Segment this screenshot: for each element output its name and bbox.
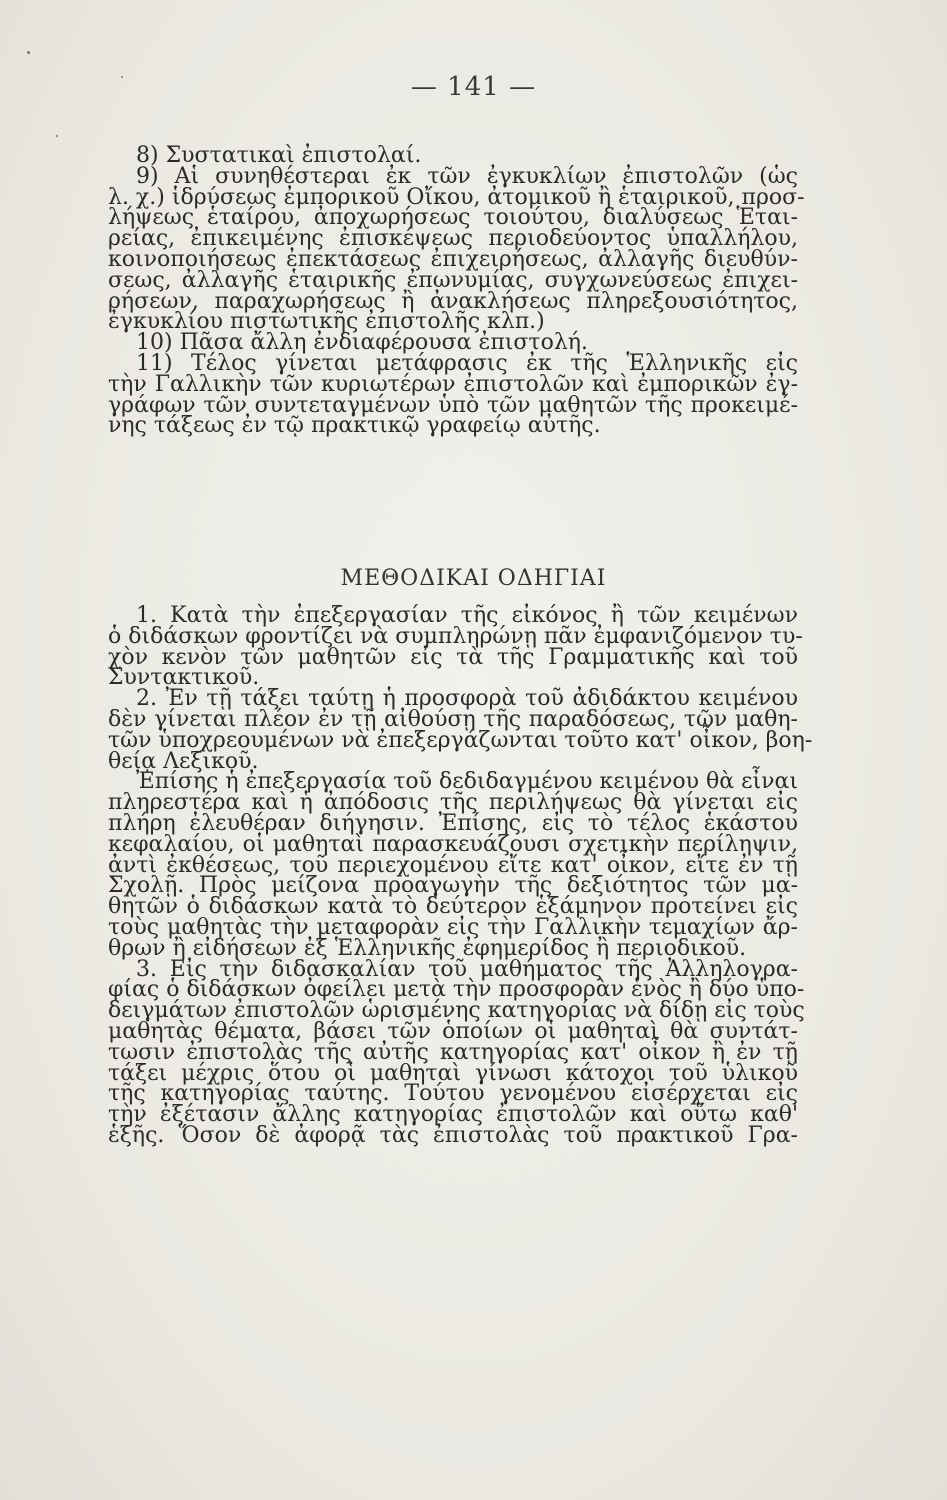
text-line: πληρεστέρα καὶ ἡ ἀπόδοσις τῆς περιλήψεως θὰ γίνεται εἰς <box>108 790 798 816</box>
text-line: 9) Αἱ συνηθέστεραι ἐκ τῶν ἐγκυκλίων ἐπιστολῶν (ὡς <box>136 163 798 189</box>
text-line: δὲν γίνεται πλέον ἐν τῇ αἰθούσῃ τῆς παραδόσεως, τῶν μαθη- <box>108 706 798 732</box>
text-line: νης τάξεως ἐν τῷ πρακτικῷ γραφείῳ αὐτῆς. <box>108 413 601 439</box>
text-line: δειγμάτων ἐπιστολῶν ὡρισμένης κατηγορίας νὰ δίδῃ εἰς τοὺς <box>108 998 805 1024</box>
section-heading: ΜΕΘΟΔΙΚΑΙ ΟΔΗΓΙΑΙ <box>340 566 607 591</box>
text-line: 3. Εἰς τὴν διδασκαλίαν τοῦ μαθήματος τῆς Ἀλληλογρα- <box>136 956 798 982</box>
text-line: ρείας, ἐπικειμένης ἐπισκέψεως περιοδεύοντος ὑπαλλήλου, <box>108 226 798 252</box>
text-line: φίας ὁ διδάσκων ὀφείλει μετὰ τὴν προσφορὰν ἑνὸς ἢ δύο ὑπο- <box>108 977 805 1003</box>
text-line: λήψεως ἑταίρου, ἀποχωρήσεως τοιούτου, διαλύσεως Ἑται- <box>108 205 798 231</box>
text-line: ἀντὶ ἐκθέσεως, τοῦ περιεχομένου εἴτε κατ' οἶκον, εἴτε ἐν τῇ <box>108 852 798 878</box>
text-line: ἐγκυκλίου πιστωτικῆς ἐπιστολῆς κλπ.) <box>108 309 545 335</box>
text-line: τῆς κατηγορίας ταύτης. Τούτου γενομένου εἰσέρχεται εἰς <box>108 1081 798 1107</box>
text-line: 1. Κατὰ τὴν ἐπεξεργασίαν τῆς εἰκόνος ἢ τῶν κειμένων <box>136 603 798 628</box>
text-line: Σχολῇ. Πρὸς μείζονα προαγωγὴν τῆς δεξιότητος τῶν μα- <box>108 873 798 899</box>
text-line: τάξει μέχρις ὅτου οἱ μαθηταὶ γίνωσι κάτοχοι τοῦ ὑλικοῦ <box>108 1060 798 1086</box>
text-line: 11) Τέλος γίνεται μετάφρασις ἐκ τῆς Ἑλληνικῆς εἰς <box>136 350 798 376</box>
text-line: μαθητὰς θέματα, βάσει τῶν ὁποίων οἱ μαθηταὶ θὰ συντάτ- <box>108 1018 798 1044</box>
text-line: ρήσεων, παραχωρήσεως ἢ ἀνακλήσεως πληρεξουσιότητος, <box>108 288 798 314</box>
text-line: 2. Ἐν τῇ τάξει ταύτῃ ἡ προσφορὰ τοῦ ἀδιδάκτου κειμένου <box>136 686 798 712</box>
text-line: κεφαλαίου, οἱ μαθηταὶ παρασκευάζουσι σχετικὴν περίληψιν, <box>108 831 798 857</box>
text-line: ὁ διδάσκων φροντίζει νὰ συμπληρώνῃ πᾶν ἐμφανιζόμενον τυ- <box>108 623 803 649</box>
text-line: θρων ἢ εἰδήσεων ἐξ Ἑλληνικῆς ἐφημερίδος ἢ περιοδικοῦ. <box>108 935 747 961</box>
text-line: χὸν κενὸν τῶν μαθητῶν εἰς τὰ τῆς Γραμματικῆς καὶ τοῦ <box>108 644 798 670</box>
text-line: Συντακτικοῦ. <box>108 665 260 691</box>
method-instructions <box>108 603 813 1148</box>
text-line: ἑξῆς. Ὅσον δὲ ἀφορᾷ τὰς ἐπιστολὰς τοῦ πρακτικοῦ Γρα- <box>108 1122 798 1148</box>
text-line: τωσιν ἐπιστολὰς τῆς αὐτῆς κατηγορίας κατ' οἶκον ἢ ἐν τῇ <box>108 1039 798 1065</box>
text-line: γράφων τῶν συντεταγμένων ὑπὸ τῶν μαθητῶν τῆς προκειμέ- <box>108 392 798 418</box>
text-line: κοινοποιήσεως ἐπεκτάσεως ἐπιχειρήσεως, ἀλλαγῆς διευθύν- <box>108 246 798 272</box>
text-line: τὴν ἐξέτασιν ἄλλης κατηγορίας ἐπιστολῶν καὶ οὕτω καθ' <box>108 1102 798 1128</box>
page-number: — 141 — <box>410 72 537 102</box>
text-line: λ. χ.) ἱδρύσεως ἐμπορικοῦ Οἴκου, ἀτομικοῦ ἢ ἑταιρικοῦ, προσ- <box>108 184 805 210</box>
text-line: σεως, ἀλλαγῆς ἑταιρικῆς ἐπωνυμίας, συγχωνεύσεως ἐπιχει- <box>108 267 798 293</box>
text-line: 8) Συστατικαὶ ἐπιστολαί. <box>136 143 422 168</box>
text-line: 10) Πᾶσα ἄλλη ἐνδιαφέρουσα ἐπιστολή. <box>136 330 588 356</box>
text-line: Ἐπίσης ἡ ἐπεξεργασία τοῦ δεδιδαγμένου κειμένου θὰ εἶναι <box>136 769 798 795</box>
letters-list <box>108 143 805 439</box>
text-line: πλήρη ἐλευθέραν διήγησιν. Ἐπίσης, εἰς τὸ τέλος ἑκάστου <box>108 810 798 836</box>
paper-speck <box>27 51 30 54</box>
text-line: θείᾳ Λεξικοῦ. <box>108 748 259 774</box>
text-line: θητῶν ὁ διδάσκων κατὰ τὸ δεύτερον ἑξάμηνον προτείνει εἰς <box>108 894 798 920</box>
paper-speck <box>56 135 58 137</box>
text-line: τῶν ὑποχρεουμένων νὰ ἐπεξεργάζωνται τοῦτο κατ' οἶκον, βοη- <box>108 727 813 753</box>
text-line: τοὺς μαθητὰς τὴν μεταφορὰν εἰς τὴν Γαλλικὴν τεμαχίων ἄρ- <box>108 914 798 940</box>
text-line: τὴν Γαλλικὴν τῶν κυριωτέρων ἐπιστολῶν καὶ ἐμπορικῶν ἐγ- <box>108 371 798 397</box>
